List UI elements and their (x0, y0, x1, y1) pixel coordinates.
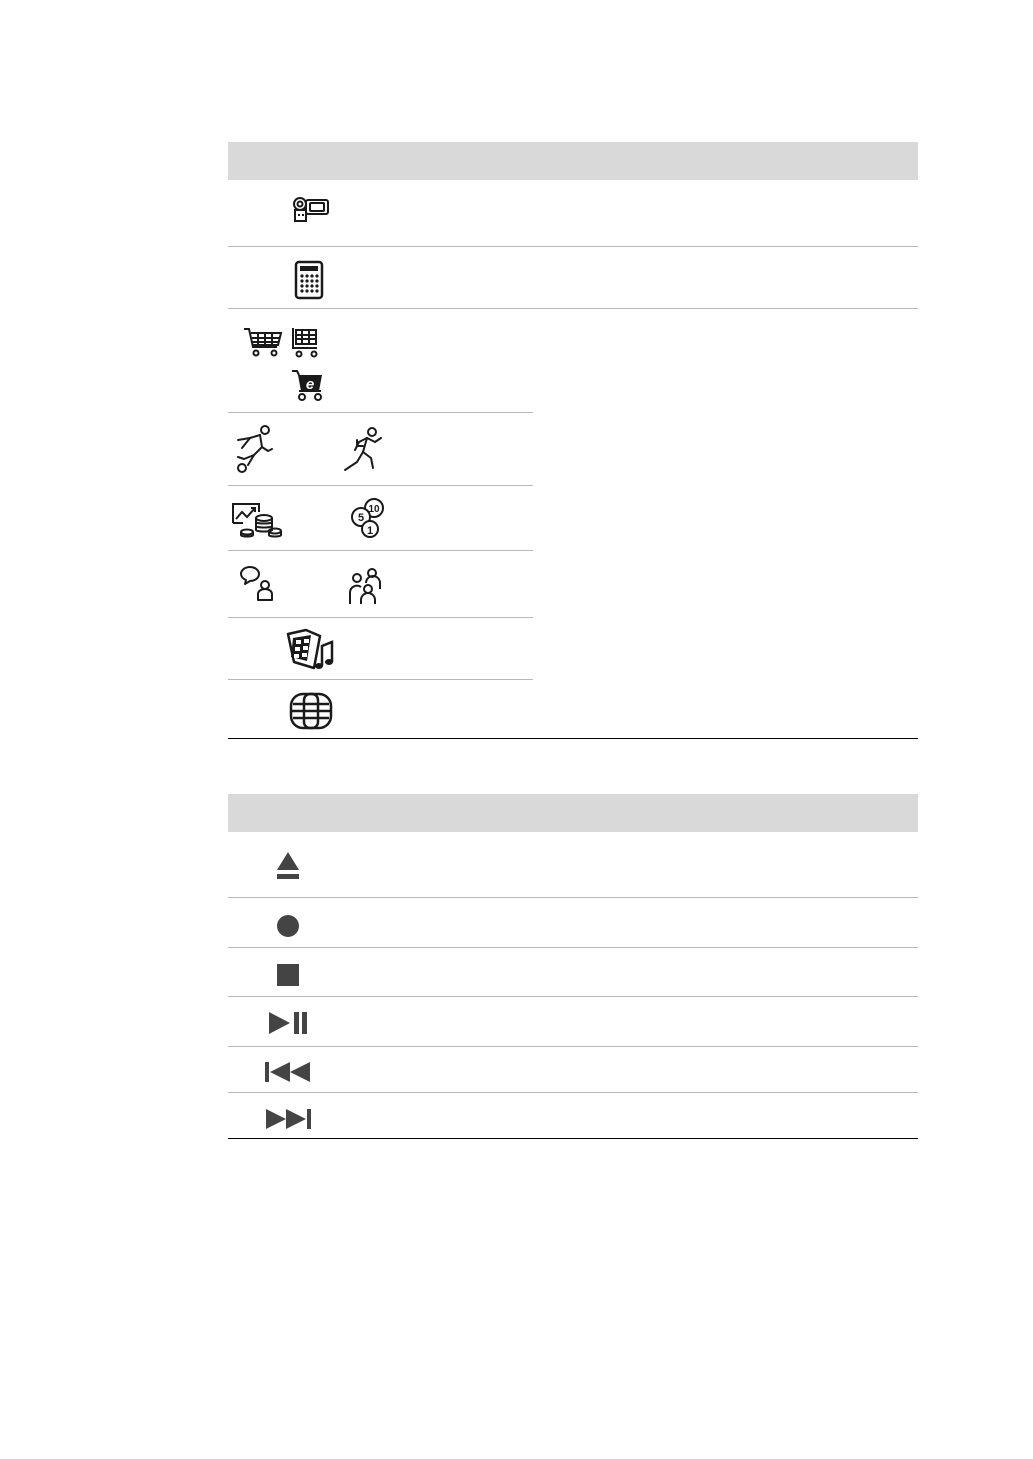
soccer-player-icon (232, 424, 276, 474)
camcorder-icon (292, 195, 332, 223)
svg-text:5: 5 (357, 512, 365, 524)
row-divider (228, 308, 918, 309)
row-divider (228, 947, 918, 948)
film-music-icon (286, 628, 336, 672)
svg-text:10: 10 (368, 504, 380, 515)
table-2-bottom-rule (228, 1138, 918, 1139)
table-2-header-band (228, 794, 918, 832)
table-1-bottom-rule (228, 738, 918, 739)
runner-icon (341, 426, 385, 474)
row-divider (228, 485, 533, 486)
chat-person-icon (237, 564, 277, 602)
finance-chart-coins-icon (231, 501, 283, 541)
table-1-header-band (228, 142, 918, 180)
row-divider (228, 996, 918, 997)
calculator-icon (294, 260, 324, 300)
icon-table-1 (228, 142, 918, 740)
record-icon (276, 914, 300, 938)
row-divider (228, 1092, 918, 1093)
skip-back-icon (264, 1061, 312, 1083)
svg-text:e: e (305, 376, 315, 393)
row-divider (228, 1046, 918, 1047)
row-divider (228, 550, 533, 551)
stop-icon (277, 964, 299, 986)
shopping-cart-icon (243, 326, 283, 358)
row-divider (228, 412, 533, 413)
row-divider (228, 246, 918, 247)
row-divider (228, 897, 918, 898)
row-divider (228, 617, 533, 618)
globe-icon (289, 692, 333, 730)
people-group-icon (348, 566, 384, 606)
skip-forward-icon (264, 1108, 312, 1130)
row-divider (228, 679, 533, 680)
play-pause-icon (268, 1011, 308, 1035)
icon-table-2 (228, 794, 918, 1140)
e-shopping-cart-icon (290, 368, 326, 402)
coins-icon (349, 497, 385, 539)
shopping-cart-small-icon (290, 326, 322, 358)
svg-text:1: 1 (366, 525, 374, 537)
eject-icon (276, 850, 300, 882)
